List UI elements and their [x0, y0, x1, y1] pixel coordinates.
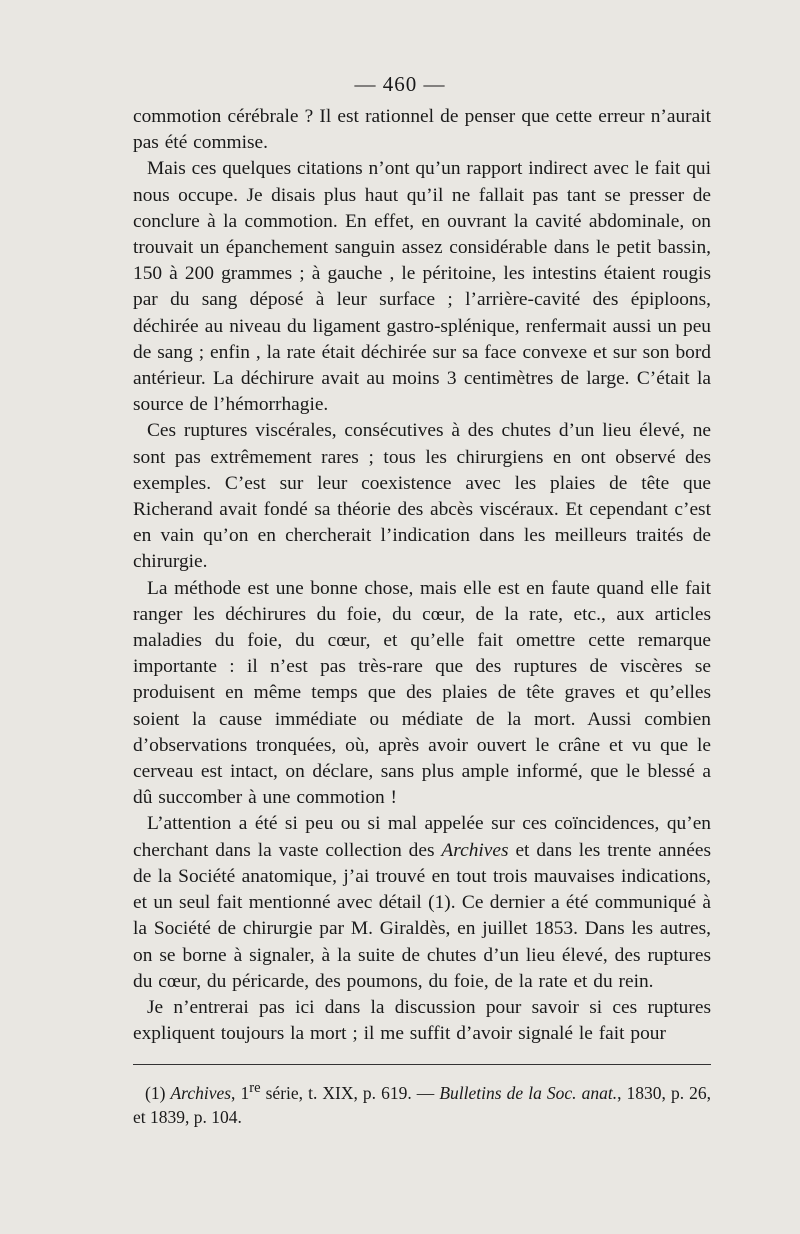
footnote-series-num: 1	[240, 1082, 250, 1103]
footnote-series-sup: re	[249, 1080, 261, 1096]
paragraph-6: Je n’entrerai pas ici dans la discussion pour savoir si ces ruptures expliquent toujours la mort ; il me suffit d’avoir signalé le fait pour	[133, 996, 711, 1045]
paragraph-4: La méthode est une bonne chose, mais elle est en faute quand elle fait ranger les déchirures du foie, du cœur, de la rate, etc., aux articles maladies du foie, du cœur, et qu’elle fait omettre cette remarque importante : il n’est pas très-rare que des ruptures de viscères se produisent en même temps que des plaies de tête graves et qu’elles soient la cause immédiate ou médiate de la mort. Aussi combien d’observations tronquées, où, après avoir ouvert le crâne et vu que le cerveau est intact, on déclare, sans plus ample informé, que le blessé a dû succomber à une commotion !	[133, 577, 711, 809]
page-number: — 460 —	[354, 72, 446, 96]
footnote-archives: Archives	[170, 1082, 232, 1103]
paragraph-5-part-a: L’attention a été si peu ou si mal appelée sur ces coïncidences, qu’en cherchant dans la vaste collection des	[133, 813, 711, 861]
footnote-rest-2: , 1830, p. 26, et 1839, p. 104.	[133, 1082, 712, 1127]
footnote-marker: (1)	[145, 1082, 166, 1103]
archives-italic: Archives	[441, 839, 509, 861]
paragraph-5-part-b: et dans les trente années de la Société anatomique, j’ai trouvé en tout trois mauvaises indications, et un seul fait mentionné avec détail (1). Ce dernier a été communiqué à la Société de chirurgie par M. Giraldès, en juillet 1853. Dans les autres, on se borne à signaler, à la suite de chutes d’un lieu élevé, des ruptures du cœur, du péricarde, des poumons, du foie, de la rate et du rein.	[133, 839, 711, 992]
footnote-rest-1: série, t. XIX, p. 619. —	[260, 1082, 440, 1103]
paragraph-2: Mais ces quelques citations n’ont qu’un rapport indirect avec le fait qui nous occupe. Je disais plus haut qu’il ne fallait pas tant se presser de conclure à la commotion. En effet, en ouvrant la cavité abdominale, on trouvait un épanchement sanguin assez considérable dans le petit bassin, 150 à 200 grammes ; à gauche , le péritoine, les intestins étaient rougis par du sang déposé à leur surface ; l’arrière-cavité des épiploons, déchirée au niveau du ligament gastro-splénique, renfermait aussi un peu de sang ; enfin , la rate était déchirée sur sa face convexe et sur son bord antérieur. La déchirure avait au moins 3 centimètres de large. C’était la source de l’hémorrhagie.	[133, 158, 712, 416]
paragraph-1: commotion cérébrale ? Il est rationnel de penser que cette erreur n’aurait pas été commise.	[133, 106, 711, 154]
footnote-rule	[133, 1064, 711, 1065]
paragraph-5	[133, 811, 711, 994]
footnote: (1) Archives, 1re série, t. XIX, p. 619. — Bulletins de la Soc. anat., 1830, p. 26, et 1839, p. 104.	[133, 1080, 712, 1127]
paragraph-3: Ces ruptures viscérales, consécutives à des chutes d’un lieu élevé, ne sont pas extrêmement rares ; tous les chirurgiens en ont observé des exemples. C’est sur leur coexistence avec les plaies de tête que Richerand avait fondé sa théorie des abcès viscéraux. Et cependant c’est en vain qu’on en chercherait l’indication dans les meilleurs traités de chirurgie.	[133, 420, 711, 573]
body-text	[133, 104, 711, 1047]
footnote-bulletins: Bulletins de la Soc. anat.	[439, 1082, 618, 1103]
